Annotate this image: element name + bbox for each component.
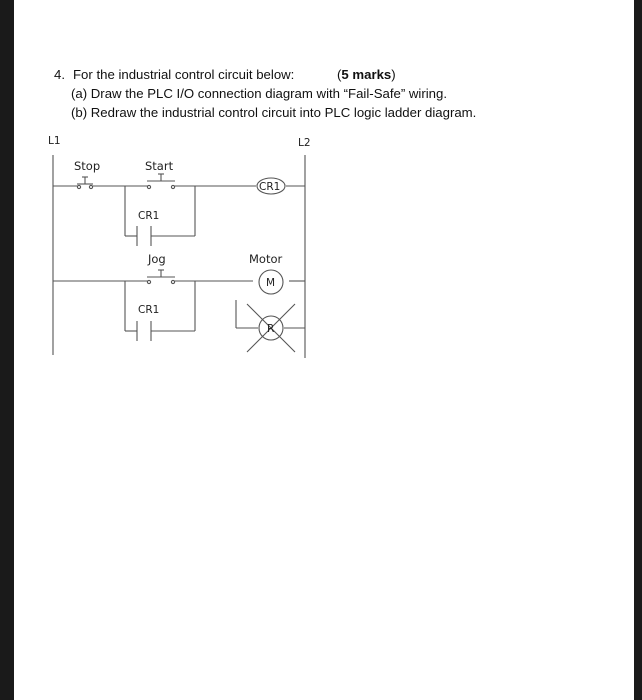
cr1-contact-bottom (137, 321, 151, 341)
question-marks: (5 marks) (337, 67, 396, 82)
question-prompt: For the industrial control circuit below: (73, 67, 295, 82)
motor-symbol: M (266, 277, 276, 289)
document-page (14, 0, 634, 700)
cr1-contact-top (137, 226, 151, 246)
lamp-symbol: R (267, 323, 275, 335)
jog-label: Jog (148, 252, 166, 266)
question-part-a: (a) Draw the PLC I/O connection diagram with “Fail-Safe” wiring. (71, 86, 447, 101)
right-dark-border (634, 0, 642, 700)
jog-pushbutton (147, 270, 175, 284)
cr1-coil-label: CR1 (259, 181, 281, 193)
question-number: 4. (54, 67, 65, 82)
cr1-contact-bottom-label: CR1 (138, 304, 160, 316)
ladder-circuit-diagram (14, 0, 634, 700)
rail-l1-label: L1 (48, 135, 61, 147)
left-dark-border (0, 0, 14, 700)
stop-pushbutton-nc (77, 177, 93, 189)
rail-l2-label: L2 (298, 137, 311, 149)
question-part-b: (b) Redraw the industrial control circuit into PLC logic ladder diagram. (71, 105, 477, 120)
cr1-contact-top-label: CR1 (138, 210, 160, 222)
marks-text: 5 marks (341, 67, 392, 82)
start-label: Start (145, 159, 174, 173)
stop-label: Stop (74, 159, 101, 173)
motor-label: Motor (249, 252, 283, 266)
start-pushbutton-no (147, 174, 175, 189)
